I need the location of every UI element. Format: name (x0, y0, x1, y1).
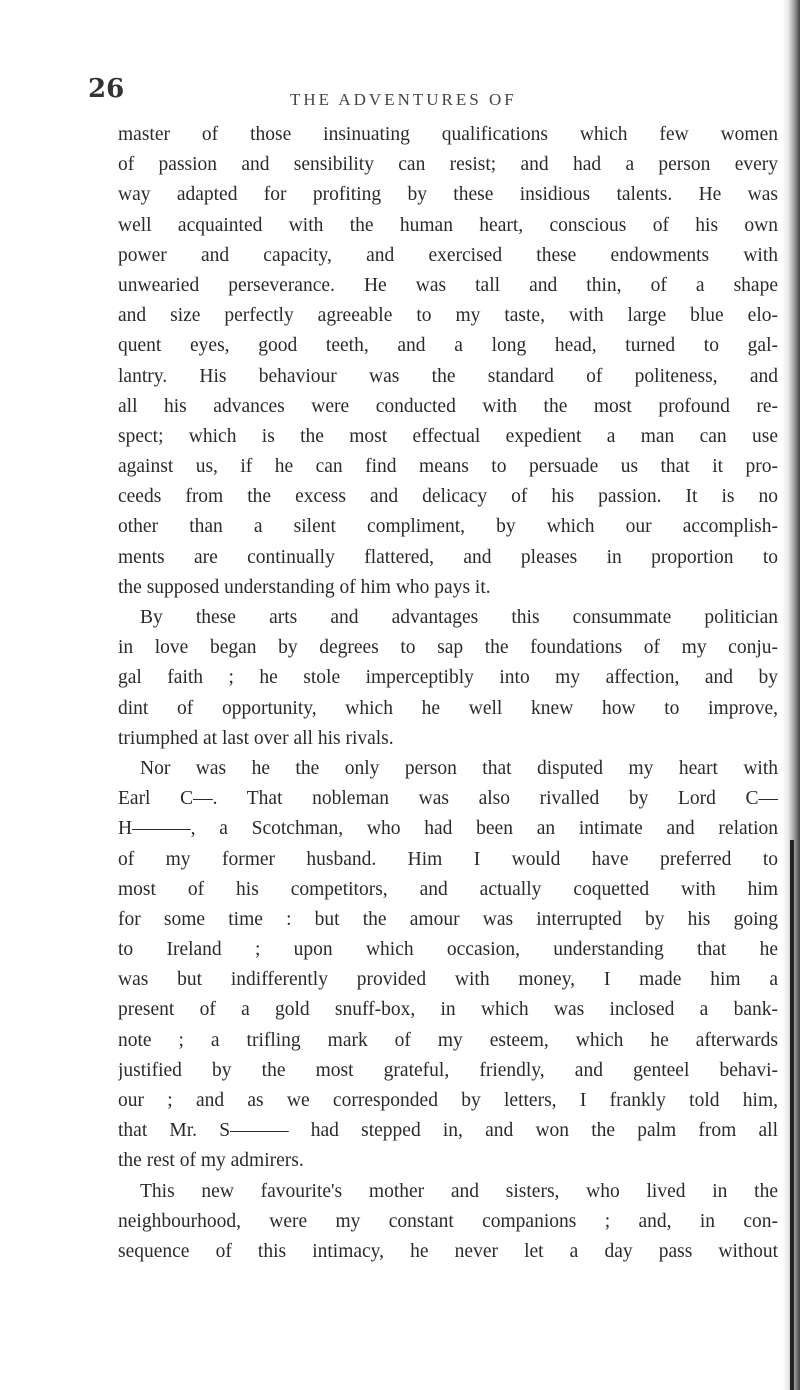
text-line: master of those insinuating qualifications which few women (118, 124, 778, 145)
text-line: sequence of this intimacy, he never let a day pass without (118, 1240, 778, 1262)
text-line: our ; and as we corresponded by letters, I frankly told him, (118, 1090, 778, 1111)
text-line: for some time : but the amour was interrupted by his going (118, 908, 778, 930)
text-line: all his advances were conducted with the most profound re- (118, 395, 778, 417)
text-line: unwearied perseverance. He was tall and thin, of a shape (118, 274, 778, 296)
text-line: quent eyes, good teeth, and a long head, turned to gal- (118, 335, 778, 357)
text-line: By these arts and advantages this consummate politician (140, 607, 778, 628)
text-line: that Mr. S——— had stepped in, and won the palm from all (118, 1120, 778, 1142)
text-line: of passion and sensibility can resist; and had a person every (118, 154, 778, 176)
text-line: well acquainted with the human heart, conscious of his own (118, 214, 778, 236)
text-line: the supposed understanding of him who pays it. (118, 576, 491, 598)
text-line: and size perfectly agreeable to my taste, with large blue elo- (118, 305, 778, 327)
text-line: neighbourhood, were my constant companions ; and, in con- (118, 1210, 778, 1232)
text-line: dint of opportunity, which he well knew how to improve, (118, 697, 778, 719)
text-line: This new favourite's mother and sisters, who lived in the (140, 1180, 778, 1202)
text-line: in love began by degrees to sap the foundations of my conju- (118, 637, 778, 659)
text-line: lantry. His behaviour was the standard of politeness, and (118, 365, 778, 387)
page-number: 26 (88, 74, 125, 104)
text-line: triumphed at last over all his rivals. (118, 727, 394, 749)
text-line: against us, if he can find means to persuade us that it pro- (118, 456, 778, 478)
text-line: way adapted for profiting by these insidious talents. He was (118, 184, 778, 206)
text-line: H———, a Scotchman, who had been an intimate and relation (118, 818, 778, 840)
text-line: note ; a trifling mark of my esteem, which he afterwards (118, 1029, 778, 1051)
text-line: of my former husband. Him I would have preferred to (118, 848, 778, 870)
text-line: ments are continually flattered, and pleases in proportion to (118, 546, 778, 568)
text-line: spect; which is the most effectual expedient a man can use (118, 425, 778, 447)
text-line: power and capacity, and exercised these endowments with (118, 244, 778, 266)
text-line: gal faith ; he stole imperceptibly into my affection, and by (118, 667, 778, 689)
text-line: was but indifferently provided with money, I made him a (118, 969, 778, 991)
binding-shadow (790, 840, 794, 1390)
text-line: ceeds from the excess and delicacy of his passion. It is no (118, 486, 778, 508)
text-line: the rest of my admirers. (118, 1150, 304, 1172)
text-line: other than a silent compliment, by which our accomplish- (118, 516, 778, 538)
body-text (118, 120, 778, 1267)
running-head: THE ADVENTURES OF (290, 90, 517, 109)
text-line: present of a gold snuff-box, in which was inclosed a bank- (118, 999, 778, 1021)
text-line: Earl C—. That nobleman was also rivalled by Lord C— (118, 788, 778, 810)
text-line: Nor was he the only person that disputed my heart with (140, 757, 778, 779)
text-line: to Ireland ; upon which occasion, understanding that he (118, 939, 778, 961)
text-line: justified by the most grateful, friendly, and genteel behavi- (118, 1059, 778, 1081)
text-line: most of his competitors, and actually coquetted with him (118, 878, 778, 900)
